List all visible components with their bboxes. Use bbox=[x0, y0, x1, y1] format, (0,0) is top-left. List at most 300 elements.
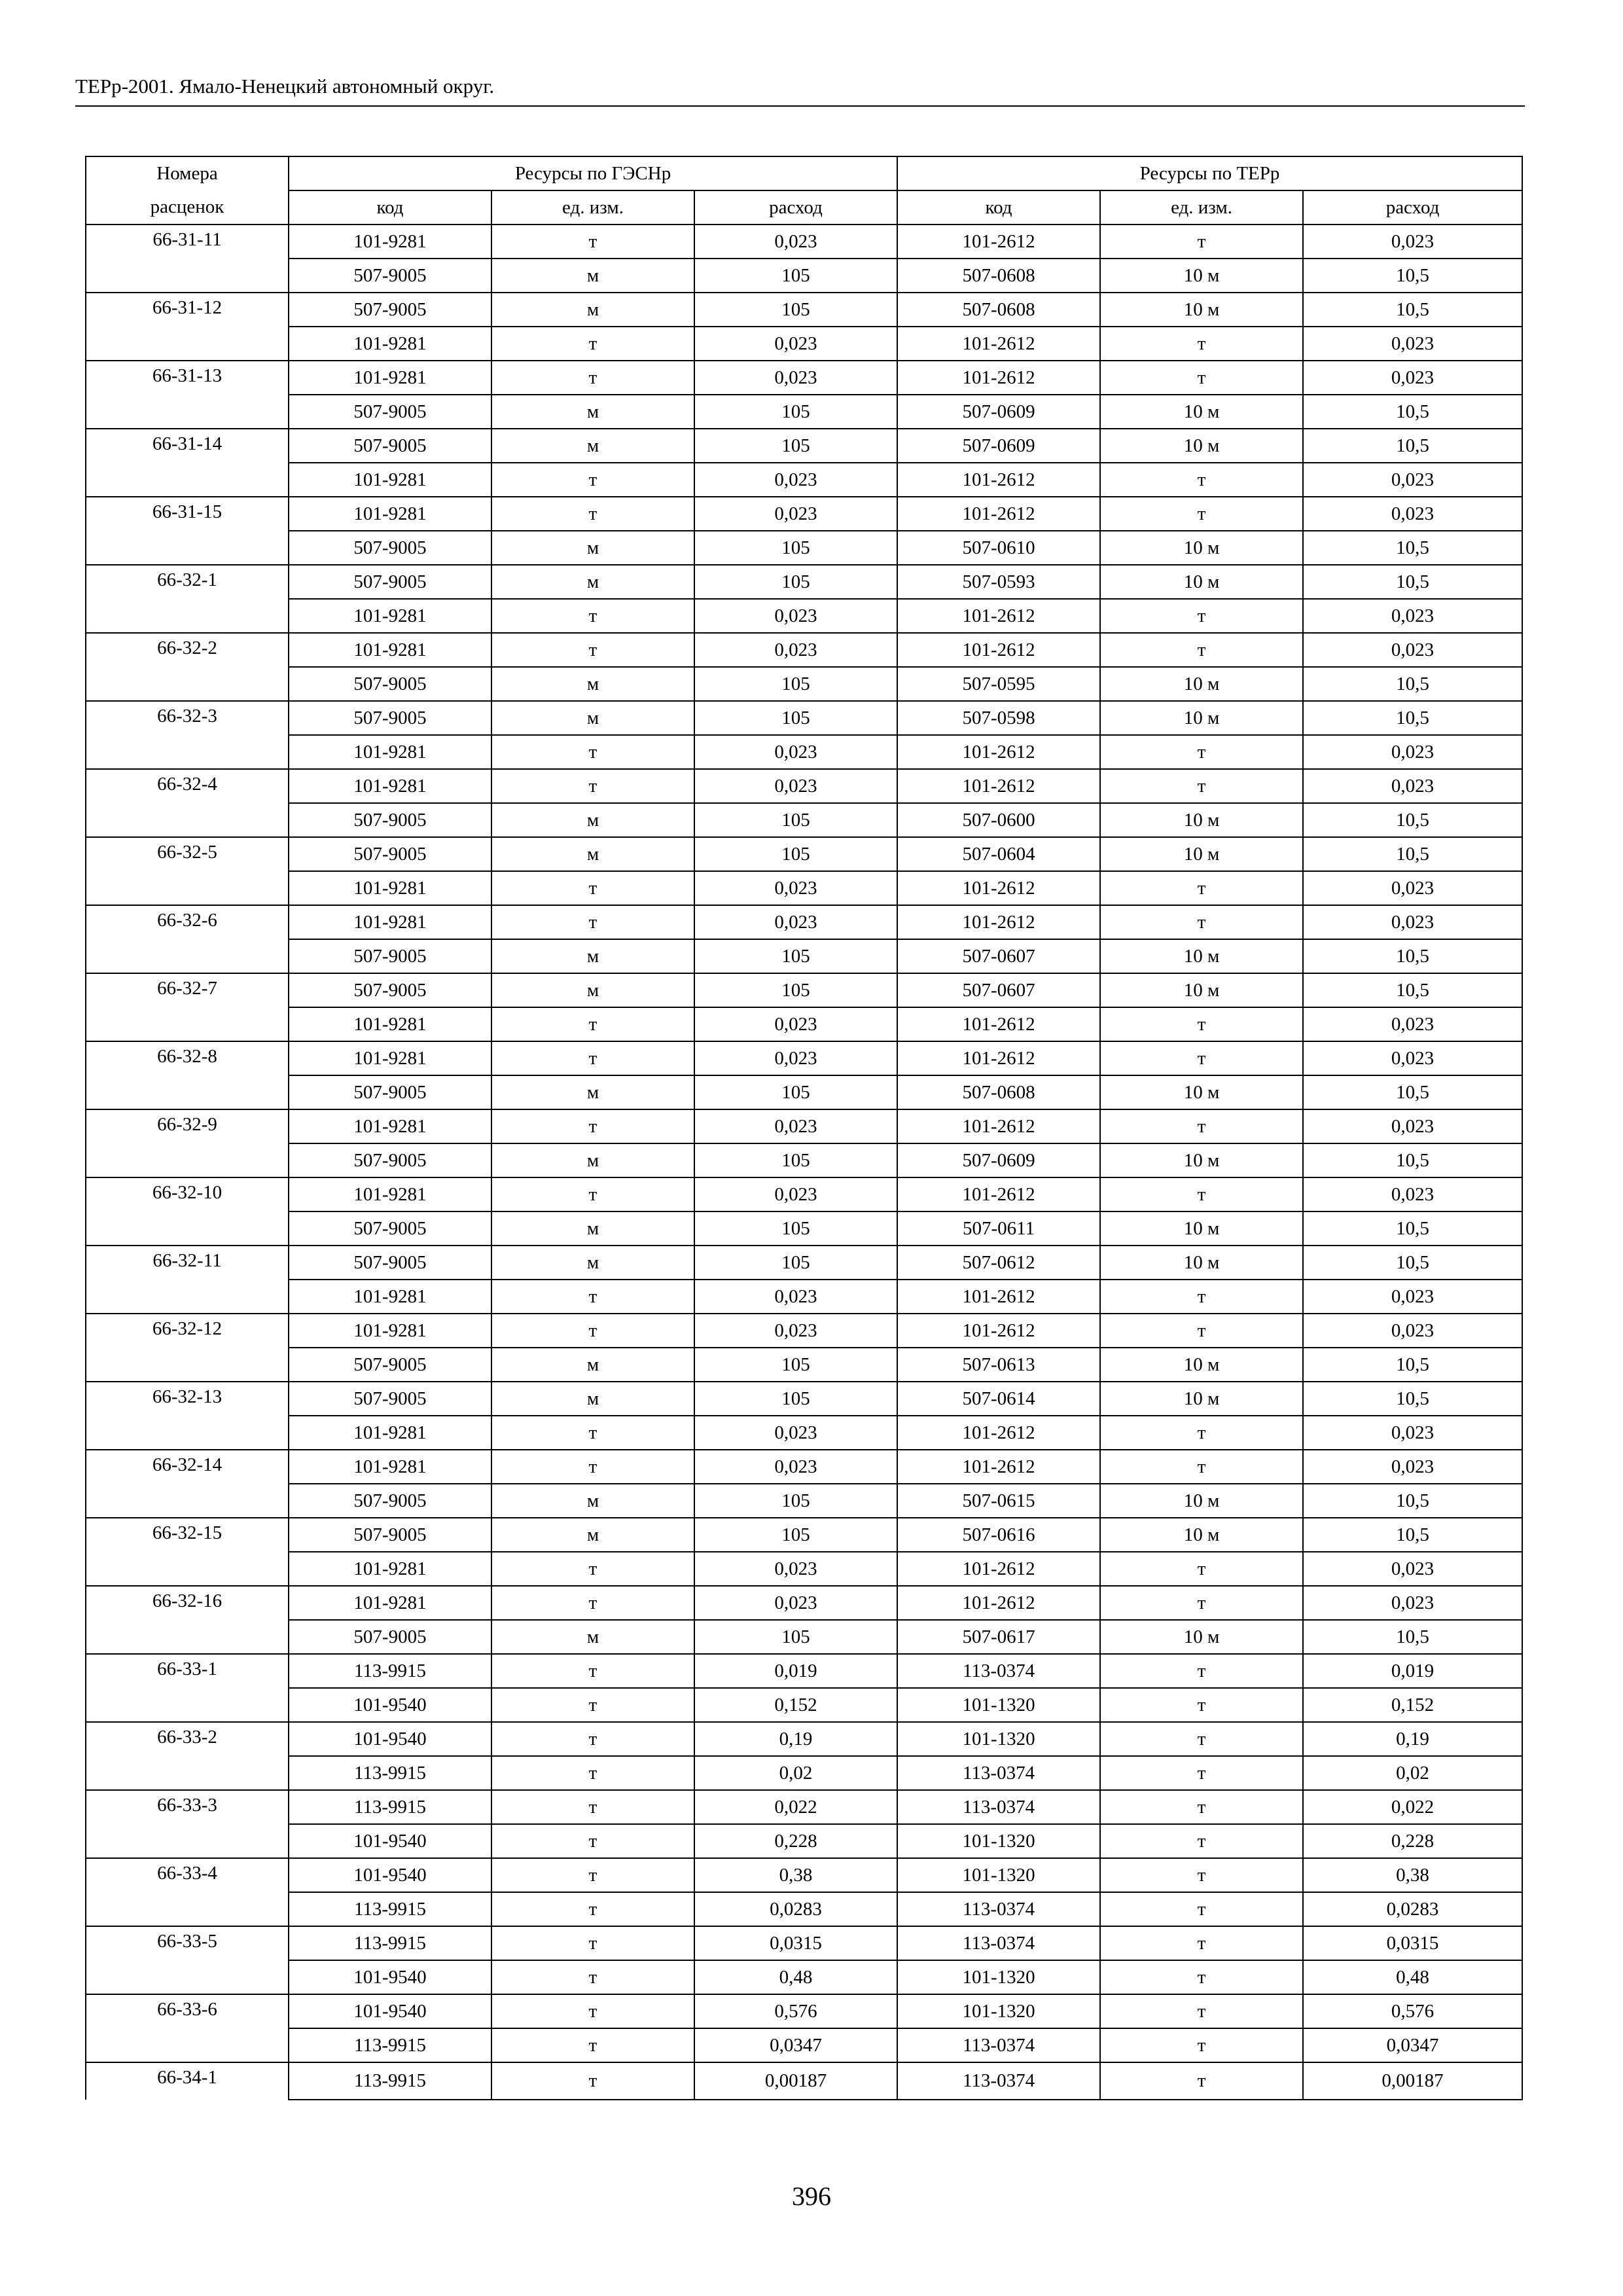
ter-unit-cell: т bbox=[1100, 1756, 1303, 1790]
ter-unit-cell: т bbox=[1100, 1041, 1303, 1075]
table-row bbox=[86, 259, 1522, 293]
gesn-unit-cell: м bbox=[491, 1382, 694, 1416]
gesn-consumption-cell: 0,576 bbox=[694, 1994, 897, 2028]
ter-code-cell: 101-2612 bbox=[897, 1416, 1100, 1450]
gesn-code-cell: 507-9005 bbox=[289, 837, 491, 871]
gesn-code-cell: 507-9005 bbox=[289, 1484, 491, 1518]
table-row bbox=[86, 1960, 1522, 1994]
table-row bbox=[86, 1722, 1522, 1756]
table-row bbox=[86, 1484, 1522, 1518]
ter-code-cell: 507-0608 bbox=[897, 259, 1100, 293]
gesn-unit-cell: т bbox=[491, 1314, 694, 1348]
gesn-unit-cell: м bbox=[491, 1484, 694, 1518]
ter-code-cell: 101-1320 bbox=[897, 1960, 1100, 1994]
ter-code-cell: 101-2612 bbox=[897, 905, 1100, 939]
table-subheader-row bbox=[86, 190, 1522, 224]
ter-code-cell: 101-1320 bbox=[897, 1994, 1100, 2028]
gesn-consumption-cell: 105 bbox=[694, 973, 897, 1007]
ter-consumption-cell: 0,023 bbox=[1303, 1041, 1522, 1075]
gesn-code-cell: 507-9005 bbox=[289, 667, 491, 701]
ter-unit-cell: 10 м bbox=[1100, 1348, 1303, 1382]
ter-code-cell: 507-0610 bbox=[897, 531, 1100, 565]
ter-code-cell: 507-0613 bbox=[897, 1348, 1100, 1382]
rate-number-cell: 66-32-10 bbox=[86, 1177, 289, 1246]
gesn-unit-cell: м bbox=[491, 701, 694, 735]
ter-code-cell: 101-1320 bbox=[897, 1824, 1100, 1858]
gesn-unit-cell: т bbox=[491, 1280, 694, 1314]
gesn-consumption-cell: 105 bbox=[694, 837, 897, 871]
gesn-code-cell: 507-9005 bbox=[289, 973, 491, 1007]
gesn-unit-cell: м bbox=[491, 1246, 694, 1280]
gesn-consumption-cell: 105 bbox=[694, 1382, 897, 1416]
ter-unit-cell: 10 м bbox=[1100, 531, 1303, 565]
gesn-unit-cell: м bbox=[491, 939, 694, 973]
ter-unit-cell: т bbox=[1100, 1960, 1303, 1994]
gesn-code-cell: 101-9540 bbox=[289, 1858, 491, 1892]
ter-consumption-cell: 10,5 bbox=[1303, 1382, 1522, 1416]
ter-code-cell: 507-0598 bbox=[897, 701, 1100, 735]
gesn-code-cell: 101-9540 bbox=[289, 1824, 491, 1858]
table-row bbox=[86, 2028, 1522, 2062]
gesn-consumption-cell: 105 bbox=[694, 1348, 897, 1382]
ter-consumption-cell: 0,48 bbox=[1303, 1960, 1522, 1994]
gesn-consumption-cell: 0,023 bbox=[694, 1007, 897, 1041]
gesn-consumption-cell: 105 bbox=[694, 293, 897, 327]
gesn-unit-cell: т bbox=[491, 1824, 694, 1858]
ter-code-cell: 507-0595 bbox=[897, 667, 1100, 701]
gesn-consumption-cell: 105 bbox=[694, 429, 897, 463]
table-row bbox=[86, 1382, 1522, 1416]
ter-consumption-cell: 0,0315 bbox=[1303, 1926, 1522, 1960]
gesn-code-cell: 101-9281 bbox=[289, 1586, 491, 1620]
gesn-unit-cell: т bbox=[491, 2028, 694, 2062]
gesn-unit-cell: м bbox=[491, 1348, 694, 1382]
table-row bbox=[86, 1688, 1522, 1722]
ter-code-cell: 101-2612 bbox=[897, 361, 1100, 395]
gesn-unit-cell: т bbox=[491, 463, 694, 497]
ter-consumption-cell: 0,019 bbox=[1303, 1654, 1522, 1688]
table-row bbox=[86, 1824, 1522, 1858]
rate-number-cell: 66-31-15 bbox=[86, 497, 289, 565]
gesn-unit-cell: т bbox=[491, 1654, 694, 1688]
ter-unit-cell: 10 м bbox=[1100, 565, 1303, 599]
gesn-consumption-cell: 0,023 bbox=[694, 1450, 897, 1484]
gesn-code-cell: 101-9281 bbox=[289, 224, 491, 259]
gesn-consumption-cell: 0,019 bbox=[694, 1654, 897, 1688]
table-row bbox=[86, 905, 1522, 939]
ter-code-cell: 507-0617 bbox=[897, 1620, 1100, 1654]
rate-number-cell: 66-33-6 bbox=[86, 1994, 289, 2062]
ter-consumption-cell: 10,5 bbox=[1303, 667, 1522, 701]
gesn-unit-cell: м bbox=[491, 293, 694, 327]
table-row bbox=[86, 1790, 1522, 1824]
table-row bbox=[86, 1280, 1522, 1314]
rate-number-cell: 66-33-1 bbox=[86, 1654, 289, 1722]
gesn-unit-cell: т bbox=[491, 1416, 694, 1450]
gesn-unit-cell: т bbox=[491, 735, 694, 769]
gesn-unit-cell: т bbox=[491, 2062, 694, 2100]
ter-unit-cell: 10 м bbox=[1100, 1143, 1303, 1177]
gesn-unit-cell: т bbox=[491, 1177, 694, 1211]
ter-consumption-cell: 0,023 bbox=[1303, 1280, 1522, 1314]
rate-number-cell: 66-33-2 bbox=[86, 1722, 289, 1790]
gesn-code-cell: 507-9005 bbox=[289, 1348, 491, 1382]
gesn-unit-cell: т bbox=[491, 1926, 694, 1960]
ter-unit-cell: т bbox=[1100, 1790, 1303, 1824]
ter-consumption-cell: 0,023 bbox=[1303, 327, 1522, 361]
gesn-unit-cell: т bbox=[491, 1552, 694, 1586]
table-row bbox=[86, 1926, 1522, 1960]
gesn-unit-cell: т bbox=[491, 1007, 694, 1041]
ter-code-cell: 101-2612 bbox=[897, 735, 1100, 769]
ter-code-cell: 101-2612 bbox=[897, 1280, 1100, 1314]
rate-number-cell: 66-32-6 bbox=[86, 905, 289, 973]
ter-code-cell: 507-0614 bbox=[897, 1382, 1100, 1416]
gesn-unit-cell: т bbox=[491, 633, 694, 667]
gesn-consumption-cell: 0,023 bbox=[694, 633, 897, 667]
gesn-unit-cell: т bbox=[491, 224, 694, 259]
gesn-consumption-cell: 0,00187 bbox=[694, 2062, 897, 2100]
gesn-code-cell: 507-9005 bbox=[289, 1620, 491, 1654]
header-ter-code: код bbox=[897, 190, 1100, 224]
ter-consumption-cell: 10,5 bbox=[1303, 701, 1522, 735]
page-header-title: ТЕРр-2001. Ямало-Ненецкий автономный округ. bbox=[75, 75, 495, 98]
gesn-code-cell: 101-9540 bbox=[289, 1688, 491, 1722]
gesn-code-cell: 507-9005 bbox=[289, 259, 491, 293]
rate-number-cell: 66-32-7 bbox=[86, 973, 289, 1041]
table-row bbox=[86, 1756, 1522, 1790]
ter-code-cell: 101-2612 bbox=[897, 1041, 1100, 1075]
ter-unit-cell: 10 м bbox=[1100, 1382, 1303, 1416]
ter-code-cell: 507-0616 bbox=[897, 1518, 1100, 1552]
table-row bbox=[86, 1177, 1522, 1211]
ter-consumption-cell: 0,023 bbox=[1303, 1552, 1522, 1586]
table-row bbox=[86, 1994, 1522, 2028]
ter-unit-cell: т bbox=[1100, 497, 1303, 531]
header-ter-resources: Ресурсы по ТЕРр bbox=[897, 156, 1522, 190]
gesn-code-cell: 101-9281 bbox=[289, 633, 491, 667]
ter-consumption-cell: 0,023 bbox=[1303, 1450, 1522, 1484]
gesn-consumption-cell: 105 bbox=[694, 531, 897, 565]
ter-consumption-cell: 0,023 bbox=[1303, 224, 1522, 259]
ter-code-cell: 507-0608 bbox=[897, 293, 1100, 327]
ter-unit-cell: 10 м bbox=[1100, 1075, 1303, 1109]
ter-unit-cell: 10 м bbox=[1100, 701, 1303, 735]
table-row bbox=[86, 1314, 1522, 1348]
ter-unit-cell: 10 м bbox=[1100, 667, 1303, 701]
gesn-code-cell: 507-9005 bbox=[289, 701, 491, 735]
gesn-consumption-cell: 0,023 bbox=[694, 361, 897, 395]
gesn-unit-cell: м bbox=[491, 259, 694, 293]
rate-number-cell: 66-33-5 bbox=[86, 1926, 289, 1994]
gesn-unit-cell: т bbox=[491, 1586, 694, 1620]
gesn-unit-cell: т bbox=[491, 769, 694, 803]
ter-unit-cell: т bbox=[1100, 1654, 1303, 1688]
gesn-unit-cell: т bbox=[491, 1858, 694, 1892]
ter-code-cell: 507-0608 bbox=[897, 1075, 1100, 1109]
ter-code-cell: 113-0374 bbox=[897, 1654, 1100, 1688]
rate-number-cell: 66-32-12 bbox=[86, 1314, 289, 1382]
gesn-unit-cell: т bbox=[491, 905, 694, 939]
gesn-code-cell: 507-9005 bbox=[289, 1143, 491, 1177]
ter-unit-cell: т bbox=[1100, 1450, 1303, 1484]
ter-unit-cell: 10 м bbox=[1100, 259, 1303, 293]
gesn-consumption-cell: 105 bbox=[694, 1518, 897, 1552]
gesn-code-cell: 113-9915 bbox=[289, 1790, 491, 1824]
gesn-unit-cell: м bbox=[491, 1620, 694, 1654]
ter-unit-cell: т bbox=[1100, 1994, 1303, 2028]
gesn-unit-cell: м bbox=[491, 429, 694, 463]
gesn-code-cell: 101-9281 bbox=[289, 735, 491, 769]
gesn-unit-cell: м bbox=[491, 1143, 694, 1177]
ter-code-cell: 507-0607 bbox=[897, 939, 1100, 973]
gesn-consumption-cell: 105 bbox=[694, 939, 897, 973]
gesn-code-cell: 507-9005 bbox=[289, 395, 491, 429]
gesn-code-cell: 101-9281 bbox=[289, 1280, 491, 1314]
ter-consumption-cell: 0,38 bbox=[1303, 1858, 1522, 1892]
ter-code-cell: 101-2612 bbox=[897, 463, 1100, 497]
header-rate-number-cont: расценок bbox=[86, 190, 289, 224]
header-gesn-consumption: расход bbox=[694, 190, 897, 224]
gesn-code-cell: 101-9281 bbox=[289, 1007, 491, 1041]
table-row bbox=[86, 1348, 1522, 1382]
ter-code-cell: 507-0609 bbox=[897, 429, 1100, 463]
ter-consumption-cell: 0,023 bbox=[1303, 463, 1522, 497]
table-row bbox=[86, 293, 1522, 327]
gesn-unit-cell: т bbox=[491, 1722, 694, 1756]
gesn-consumption-cell: 0,02 bbox=[694, 1756, 897, 1790]
ter-code-cell: 101-2612 bbox=[897, 1109, 1100, 1143]
rate-number-cell: 66-32-2 bbox=[86, 633, 289, 701]
gesn-code-cell: 101-9540 bbox=[289, 1994, 491, 2028]
ter-unit-cell: т bbox=[1100, 1416, 1303, 1450]
ter-unit-cell: 10 м bbox=[1100, 1518, 1303, 1552]
ter-code-cell: 101-2612 bbox=[897, 769, 1100, 803]
ter-consumption-cell: 0,023 bbox=[1303, 1177, 1522, 1211]
ter-unit-cell: т bbox=[1100, 1109, 1303, 1143]
ter-code-cell: 101-1320 bbox=[897, 1858, 1100, 1892]
table-row bbox=[86, 1518, 1522, 1552]
ter-consumption-cell: 0,023 bbox=[1303, 871, 1522, 905]
rate-number-cell: 66-32-13 bbox=[86, 1382, 289, 1450]
ter-code-cell: 101-1320 bbox=[897, 1722, 1100, 1756]
gesn-code-cell: 101-9281 bbox=[289, 497, 491, 531]
gesn-unit-cell: м bbox=[491, 1211, 694, 1246]
gesn-code-cell: 101-9281 bbox=[289, 769, 491, 803]
rate-number-cell: 66-32-9 bbox=[86, 1109, 289, 1177]
gesn-unit-cell: м bbox=[491, 667, 694, 701]
gesn-unit-cell: м bbox=[491, 395, 694, 429]
gesn-consumption-cell: 0,0315 bbox=[694, 1926, 897, 1960]
ter-consumption-cell: 10,5 bbox=[1303, 1143, 1522, 1177]
gesn-unit-cell: т bbox=[491, 871, 694, 905]
ter-unit-cell: 10 м bbox=[1100, 837, 1303, 871]
gesn-code-cell: 101-9281 bbox=[289, 463, 491, 497]
ter-unit-cell: т bbox=[1100, 769, 1303, 803]
ter-code-cell: 101-2612 bbox=[897, 871, 1100, 905]
ter-consumption-cell: 0,02 bbox=[1303, 1756, 1522, 1790]
gesn-unit-cell: т bbox=[491, 1756, 694, 1790]
gesn-consumption-cell: 0,48 bbox=[694, 1960, 897, 1994]
ter-unit-cell: т bbox=[1100, 2062, 1303, 2100]
gesn-code-cell: 101-9281 bbox=[289, 1450, 491, 1484]
ter-code-cell: 101-2612 bbox=[897, 497, 1100, 531]
table-row bbox=[86, 1007, 1522, 1041]
header-gesn-code: код bbox=[289, 190, 491, 224]
rate-number-cell: 66-32-16 bbox=[86, 1586, 289, 1654]
rate-number-cell: 66-31-14 bbox=[86, 429, 289, 497]
gesn-consumption-cell: 105 bbox=[694, 1075, 897, 1109]
header-rate-number: Номера bbox=[86, 156, 289, 190]
gesn-consumption-cell: 0,023 bbox=[694, 463, 897, 497]
table-row bbox=[86, 327, 1522, 361]
gesn-code-cell: 113-9915 bbox=[289, 2028, 491, 2062]
ter-unit-cell: т bbox=[1100, 361, 1303, 395]
gesn-code-cell: 507-9005 bbox=[289, 1211, 491, 1246]
gesn-unit-cell: т bbox=[491, 1041, 694, 1075]
gesn-code-cell: 507-9005 bbox=[289, 429, 491, 463]
table-row bbox=[86, 1416, 1522, 1450]
ter-unit-cell: т bbox=[1100, 1926, 1303, 1960]
gesn-consumption-cell: 0,023 bbox=[694, 599, 897, 633]
gesn-code-cell: 507-9005 bbox=[289, 293, 491, 327]
ter-consumption-cell: 0,19 bbox=[1303, 1722, 1522, 1756]
ter-unit-cell: т bbox=[1100, 633, 1303, 667]
gesn-consumption-cell: 0,023 bbox=[694, 905, 897, 939]
ter-code-cell: 507-0609 bbox=[897, 1143, 1100, 1177]
ter-consumption-cell: 10,5 bbox=[1303, 1211, 1522, 1246]
gesn-unit-cell: т bbox=[491, 1960, 694, 1994]
gesn-code-cell: 113-9915 bbox=[289, 2062, 491, 2100]
page-number: 396 bbox=[792, 2181, 831, 2211]
ter-unit-cell: т bbox=[1100, 1007, 1303, 1041]
ter-consumption-cell: 0,00187 bbox=[1303, 2062, 1522, 2100]
gesn-consumption-cell: 0,152 bbox=[694, 1688, 897, 1722]
gesn-code-cell: 113-9915 bbox=[289, 1756, 491, 1790]
ter-consumption-cell: 0,023 bbox=[1303, 905, 1522, 939]
ter-consumption-cell: 0,023 bbox=[1303, 1586, 1522, 1620]
table-row bbox=[86, 1552, 1522, 1586]
ter-code-cell: 101-2612 bbox=[897, 1586, 1100, 1620]
gesn-unit-cell: т bbox=[491, 599, 694, 633]
gesn-code-cell: 101-9281 bbox=[289, 1177, 491, 1211]
table-row bbox=[86, 973, 1522, 1007]
header-gesn-unit: ед. изм. bbox=[491, 190, 694, 224]
ter-consumption-cell: 0,023 bbox=[1303, 769, 1522, 803]
ter-consumption-cell: 10,5 bbox=[1303, 973, 1522, 1007]
table-row bbox=[86, 1041, 1522, 1075]
ter-unit-cell: т bbox=[1100, 1552, 1303, 1586]
ter-consumption-cell: 0,023 bbox=[1303, 361, 1522, 395]
rate-number-cell: 66-34-1 bbox=[86, 2062, 289, 2100]
gesn-code-cell: 101-9540 bbox=[289, 1722, 491, 1756]
resources-table-container bbox=[85, 156, 1522, 2100]
table-row bbox=[86, 2062, 1522, 2100]
ter-consumption-cell: 0,152 bbox=[1303, 1688, 1522, 1722]
rate-number-cell: 66-32-5 bbox=[86, 837, 289, 905]
ter-code-cell: 101-2612 bbox=[897, 327, 1100, 361]
table-row bbox=[86, 565, 1522, 599]
rate-number-cell: 66-31-11 bbox=[86, 224, 289, 293]
gesn-unit-cell: м bbox=[491, 837, 694, 871]
gesn-unit-cell: т bbox=[491, 1450, 694, 1484]
rate-number-cell: 66-32-11 bbox=[86, 1246, 289, 1314]
gesn-unit-cell: т bbox=[491, 1994, 694, 2028]
gesn-code-cell: 113-9915 bbox=[289, 1892, 491, 1926]
ter-unit-cell: т bbox=[1100, 1824, 1303, 1858]
ter-consumption-cell: 10,5 bbox=[1303, 293, 1522, 327]
table-row bbox=[86, 837, 1522, 871]
ter-unit-cell: 10 м bbox=[1100, 429, 1303, 463]
gesn-consumption-cell: 105 bbox=[694, 1211, 897, 1246]
ter-consumption-cell: 10,5 bbox=[1303, 1348, 1522, 1382]
ter-code-cell: 101-2612 bbox=[897, 633, 1100, 667]
ter-unit-cell: 10 м bbox=[1100, 395, 1303, 429]
ter-consumption-cell: 0,023 bbox=[1303, 497, 1522, 531]
rate-number-cell: 66-32-1 bbox=[86, 565, 289, 633]
ter-consumption-cell: 10,5 bbox=[1303, 939, 1522, 973]
gesn-consumption-cell: 105 bbox=[694, 1246, 897, 1280]
resources-table bbox=[85, 156, 1523, 2100]
rate-number-cell: 66-31-13 bbox=[86, 361, 289, 429]
ter-consumption-cell: 10,5 bbox=[1303, 1484, 1522, 1518]
ter-consumption-cell: 0,023 bbox=[1303, 633, 1522, 667]
ter-code-cell: 113-0374 bbox=[897, 1756, 1100, 1790]
ter-consumption-cell: 10,5 bbox=[1303, 1075, 1522, 1109]
rate-number-cell: 66-33-3 bbox=[86, 1790, 289, 1858]
table-row bbox=[86, 939, 1522, 973]
gesn-consumption-cell: 105 bbox=[694, 1484, 897, 1518]
rate-number-cell: 66-32-15 bbox=[86, 1518, 289, 1586]
gesn-consumption-cell: 105 bbox=[694, 395, 897, 429]
gesn-code-cell: 507-9005 bbox=[289, 1382, 491, 1416]
ter-consumption-cell: 0,023 bbox=[1303, 599, 1522, 633]
table-row bbox=[86, 803, 1522, 837]
ter-unit-cell: т bbox=[1100, 327, 1303, 361]
gesn-code-cell: 507-9005 bbox=[289, 1518, 491, 1552]
gesn-consumption-cell: 0,023 bbox=[694, 1416, 897, 1450]
ter-consumption-cell: 0,576 bbox=[1303, 1994, 1522, 2028]
table-row bbox=[86, 1109, 1522, 1143]
gesn-consumption-cell: 105 bbox=[694, 565, 897, 599]
gesn-unit-cell: м bbox=[491, 973, 694, 1007]
table-row bbox=[86, 1858, 1522, 1892]
table-row bbox=[86, 701, 1522, 735]
gesn-consumption-cell: 105 bbox=[694, 667, 897, 701]
rate-number-cell: 66-31-12 bbox=[86, 293, 289, 361]
ter-consumption-cell: 10,5 bbox=[1303, 531, 1522, 565]
gesn-consumption-cell: 0,023 bbox=[694, 735, 897, 769]
ter-unit-cell: т bbox=[1100, 871, 1303, 905]
ter-unit-cell: 10 м bbox=[1100, 293, 1303, 327]
ter-code-cell: 507-0609 bbox=[897, 395, 1100, 429]
gesn-consumption-cell: 0,38 bbox=[694, 1858, 897, 1892]
gesn-code-cell: 101-9281 bbox=[289, 1552, 491, 1586]
ter-unit-cell: 10 м bbox=[1100, 1211, 1303, 1246]
gesn-code-cell: 507-9005 bbox=[289, 1246, 491, 1280]
gesn-consumption-cell: 0,023 bbox=[694, 769, 897, 803]
ter-consumption-cell: 10,5 bbox=[1303, 565, 1522, 599]
gesn-consumption-cell: 0,023 bbox=[694, 327, 897, 361]
ter-code-cell: 101-2612 bbox=[897, 1552, 1100, 1586]
header-gesn-resources: Ресурсы по ГЭСНр bbox=[289, 156, 897, 190]
table-row bbox=[86, 497, 1522, 531]
gesn-consumption-cell: 0,023 bbox=[694, 1109, 897, 1143]
ter-unit-cell: т bbox=[1100, 1722, 1303, 1756]
gesn-code-cell: 101-9281 bbox=[289, 1109, 491, 1143]
table-row bbox=[86, 871, 1522, 905]
ter-consumption-cell: 10,5 bbox=[1303, 395, 1522, 429]
